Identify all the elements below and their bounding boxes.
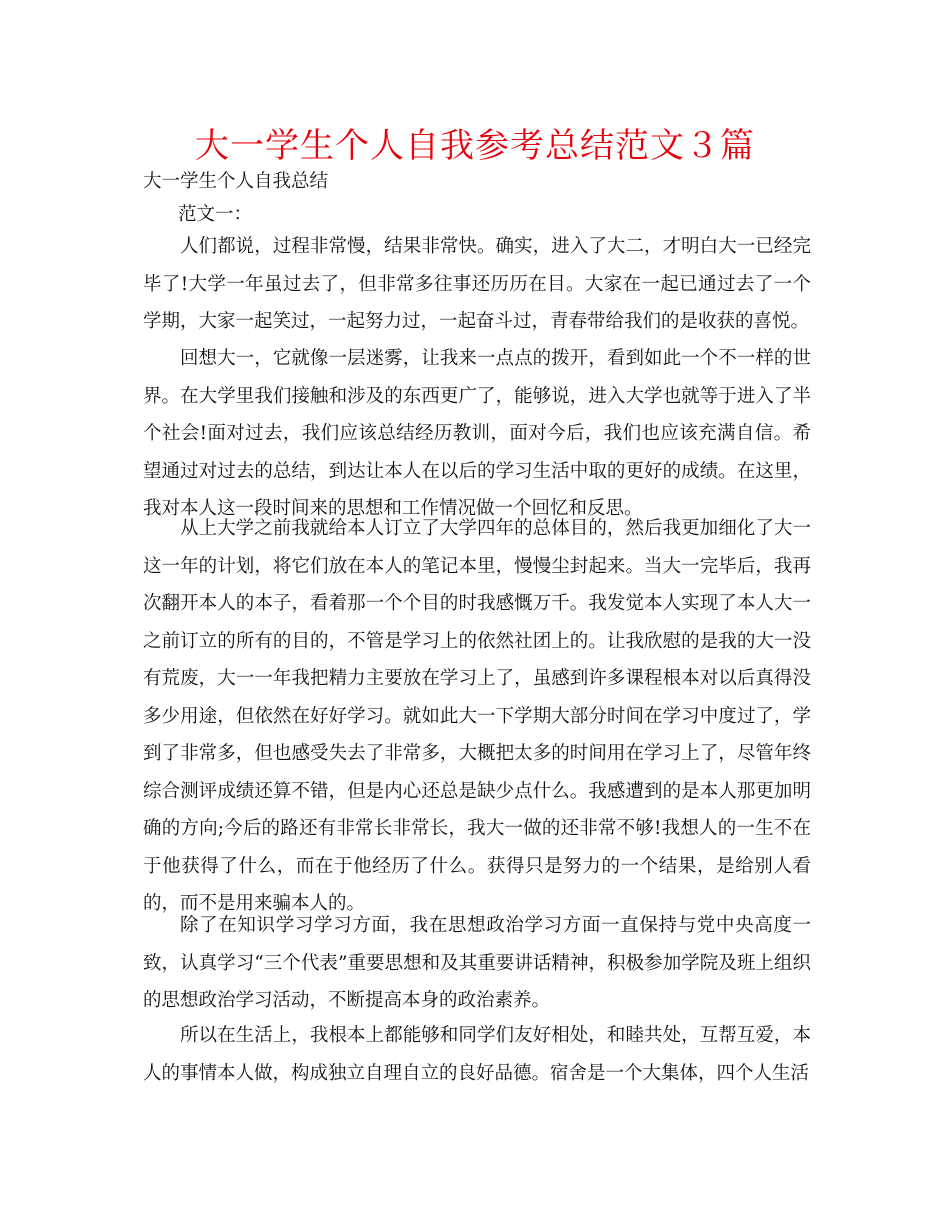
paragraph: 人们都说，过程非常慢，结果非常快。确实，进入了大二，才明白大一已经完毕了!大学一年虽过去了，但非常多往事还历历在目。大家在一起已通过去了一个学期，大家一起笑过，一起努力过，一起奋斗过，青春带给我们的是收获的喜悦。 [143,236,811,332]
section-label: 范文一： [178,204,253,225]
document-title: 大一学生个人自我参考总结范文３篇 [195,126,755,166]
document-subtitle: 大一学生个人自我总结 [143,171,329,192]
paragraph: 回想大一，它就像一层迷雾，让我来一点点的拨开，看到如此一个不一样的世界。在大学里我们接触和涉及的东西更广了，能够说，进入大学也就等于进入了半个社会!面对过去，我们应该总结经历教训，面对今后，我们也应该充满自信。希望通过对过去的总结，到达让本人在以后的学习生活中取的更好的成绩。在这里，我对本人这一段时间来的思想和工作情况做一个回忆和反思。 [143,348,811,519]
paragraph: 从上大学之前我就给本人订立了大学四年的总体目的，然后我更加细化了大一这一年的计划，将它们放在本人的笔记本里，慢慢尘封起来。当大一完毕后，我再次翻开本人的本子，看着那一个个目的时我感慨万千。我发觉本人实现了本人大一之前订立的所有的目的，不管是学习上的依然社团上的。让我欣慰的是我的大一没有荒废，大一一年我把精力主要放在学习上了，虽感到许多课程根本对以后真得没多少用途，但依然在好好学习。就如此大一下学期大部分时间在学习中度过了，学到了非常多，但也感受失去了非常多，大概把太多的时间用在学习上了，尽管年终综合测评成绩还算不错，但是内心还总是缺少点什么。我感遭到的是本人那更加明确的方向;今后的路还有非常长非常长，我大一做的还非常不够!我想人的一生不在于他获得了什么，而在于他经历了什么。获得只是努力的一个结果，是给别人看的，而不是用来骗本人的。 [143,518,811,914]
paragraph: 所以在生活上，我根本上都能够和同学们友好相处，和睦共处，互帮互爱，本人的事情本人做，构成独立自理自立的良好品德。宿舍是一个大集体，四个人生活 [143,1025,811,1084]
paragraph: 除了在知识学习学习方面，我在思想政治学习方面一直保持与党中央高度一致，认真学习“三个代表”重要思想和及其重要讲话精神，积极参加学院及班上组织的思想政治学习活动，不断提高本身的政治素养。 [143,915,811,1011]
